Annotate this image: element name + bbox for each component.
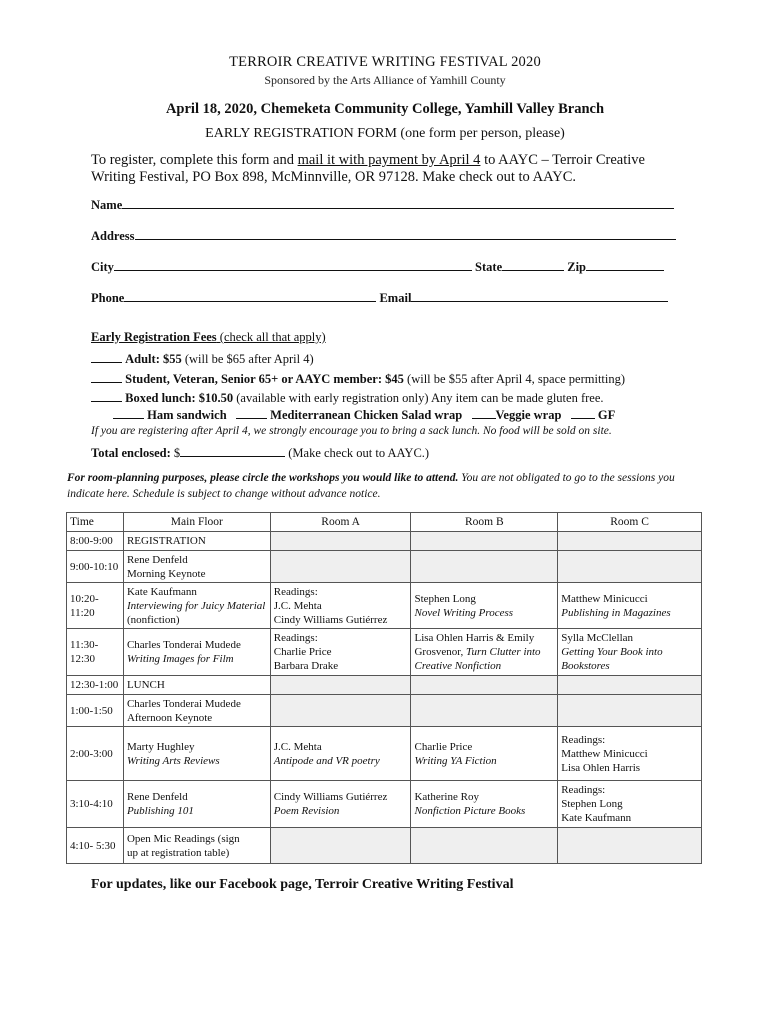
room-a-cell[interactable]: J.C. Mehta Antipode and VR poetry <box>270 727 411 781</box>
table-row <box>67 828 702 864</box>
header-room-b: Room B <box>411 513 558 532</box>
main-floor-cell[interactable]: Rene Denfeld Morning Keynote <box>123 551 270 583</box>
header-room-c: Room C <box>558 513 702 532</box>
main-floor-cell: LUNCH <box>123 676 270 695</box>
fee-adult[interactable]: Adult: $55 (will be $65 after April 4) <box>91 352 314 367</box>
address-field[interactable]: Address <box>91 229 676 244</box>
room-c-cell[interactable]: Sylla McClellan Getting Your Book into Bookstores <box>558 629 702 676</box>
fees-heading: Early Registration Fees (check all that apply) <box>91 330 326 344</box>
time-cell: 2:00-3:00 <box>67 727 124 781</box>
sponsor-line: Sponsored by the Arts Alliance of Yamhill County <box>264 73 506 87</box>
time-cell: 3:10-4:10 <box>67 781 124 828</box>
room-b-cell[interactable]: Stephen Long Novel Writing Process <box>411 583 558 629</box>
room-b-cell[interactable]: Lisa Ohlen Harris & Emily Grosvenor, Turn Clutter into Creative Nonfiction <box>411 629 558 676</box>
header-room-a: Room A <box>270 513 411 532</box>
main-floor-cell[interactable]: Charles Tonderai Mudede Afternoon Keynote <box>123 695 270 727</box>
table-row <box>67 583 702 629</box>
schedule-table <box>66 512 702 864</box>
room-b-cell[interactable]: Katherine Roy Nonfiction Picture Books <box>411 781 558 828</box>
main-floor-cell[interactable]: Charles Tonderai Mudede Writing Images for Film <box>123 629 270 676</box>
main-floor-cell[interactable]: REGISTRATION <box>123 532 270 551</box>
table-row <box>67 781 702 828</box>
total-enclosed[interactable]: Total enclosed: $ (Make check out to AAYC.) <box>91 446 430 460</box>
lunch-advice: If you are registering after April 4, we strongly encourage you to bring a sack lunch. No food will be sold on site. <box>91 425 612 437</box>
room-a-cell[interactable]: Readings: J.C. Mehta Cindy Williams Gutiérrez <box>270 583 411 629</box>
time-cell: 12:30-1:00 <box>67 676 124 695</box>
table-row <box>67 629 702 676</box>
page-title: TERROIR CREATIVE WRITING FESTIVAL 2020 <box>229 54 541 70</box>
phone-email-field[interactable]: Phone Email <box>91 291 668 306</box>
time-cell: 9:00-10:10 <box>67 551 124 583</box>
time-cell: 1:00-1:50 <box>67 695 124 727</box>
room-a-cell[interactable]: Readings: Charlie Price Barbara Drake <box>270 629 411 676</box>
room-c-cell[interactable]: Readings: Stephen Long Kate Kaufmann <box>558 781 702 828</box>
table-row <box>67 532 702 551</box>
time-cell: 11:30-12:30 <box>67 629 124 676</box>
header-time: Time <box>67 513 124 532</box>
room-planning-note: For room-planning purposes, please circle the workshops you would like to attend. You are not obligated to go to the sessions you indicate here. Schedule is subject to change without advance notice. <box>67 472 675 500</box>
fee-boxed-lunch[interactable]: Boxed lunch: $10.50 (available with early registration only) Any item can be made gluten free. <box>91 391 604 406</box>
time-cell: 8:00-9:00 <box>67 532 124 551</box>
table-row <box>67 695 702 727</box>
main-floor-cell[interactable]: Marty Hughley Writing Arts Reviews <box>123 727 270 781</box>
main-floor-cell[interactable]: Rene Denfeld Publishing 101 <box>123 781 270 828</box>
table-row <box>67 727 702 781</box>
city-state-zip-field[interactable]: City State Zip <box>91 260 664 275</box>
table-row <box>67 551 702 583</box>
lunch-options[interactable]: Ham sandwich Mediterranean Chicken Salad wrap Veggie wrap GF <box>113 408 615 423</box>
schedule-header-row <box>67 513 702 532</box>
room-b-cell[interactable]: Charlie Price Writing YA Fiction <box>411 727 558 781</box>
header-main-floor: Main Floor <box>123 513 270 532</box>
form-title: EARLY REGISTRATION FORM (one form per person, please) <box>205 126 565 141</box>
room-c-cell[interactable]: Matthew Minicucci Publishing in Magazines <box>558 583 702 629</box>
room-a-cell[interactable]: Cindy Williams Gutiérrez Poem Revision <box>270 781 411 828</box>
time-cell: 4:10- 5:30 <box>67 828 124 864</box>
footer-note: For updates, like our Facebook page, Terroir Creative Writing Festival <box>91 877 514 892</box>
room-c-cell[interactable]: Readings: Matthew Minicucci Lisa Ohlen Harris <box>558 727 702 781</box>
name-field[interactable]: Name <box>91 198 674 213</box>
fee-student[interactable]: Student, Veteran, Senior 65+ or AAYC member: $45 (will be $55 after April 4, space permitting) <box>91 372 625 387</box>
time-cell: 10:20-11:20 <box>67 583 124 629</box>
table-row <box>67 676 702 695</box>
main-floor-cell[interactable]: Kate Kaufmann Interviewing for Juicy Material (nonfiction) <box>123 583 270 629</box>
event-info: April 18, 2020, Chemeketa Community College, Yamhill Valley Branch <box>165 101 605 117</box>
main-floor-cell[interactable]: Open Mic Readings (sign up at registration table) <box>123 828 270 864</box>
registration-instructions: To register, complete this form and mail it with payment by April 4 to AAYC – Terroir Creative Writing Festival, PO Box 898, McMinnville, OR 97128. Make check out to AAYC. <box>91 152 645 185</box>
